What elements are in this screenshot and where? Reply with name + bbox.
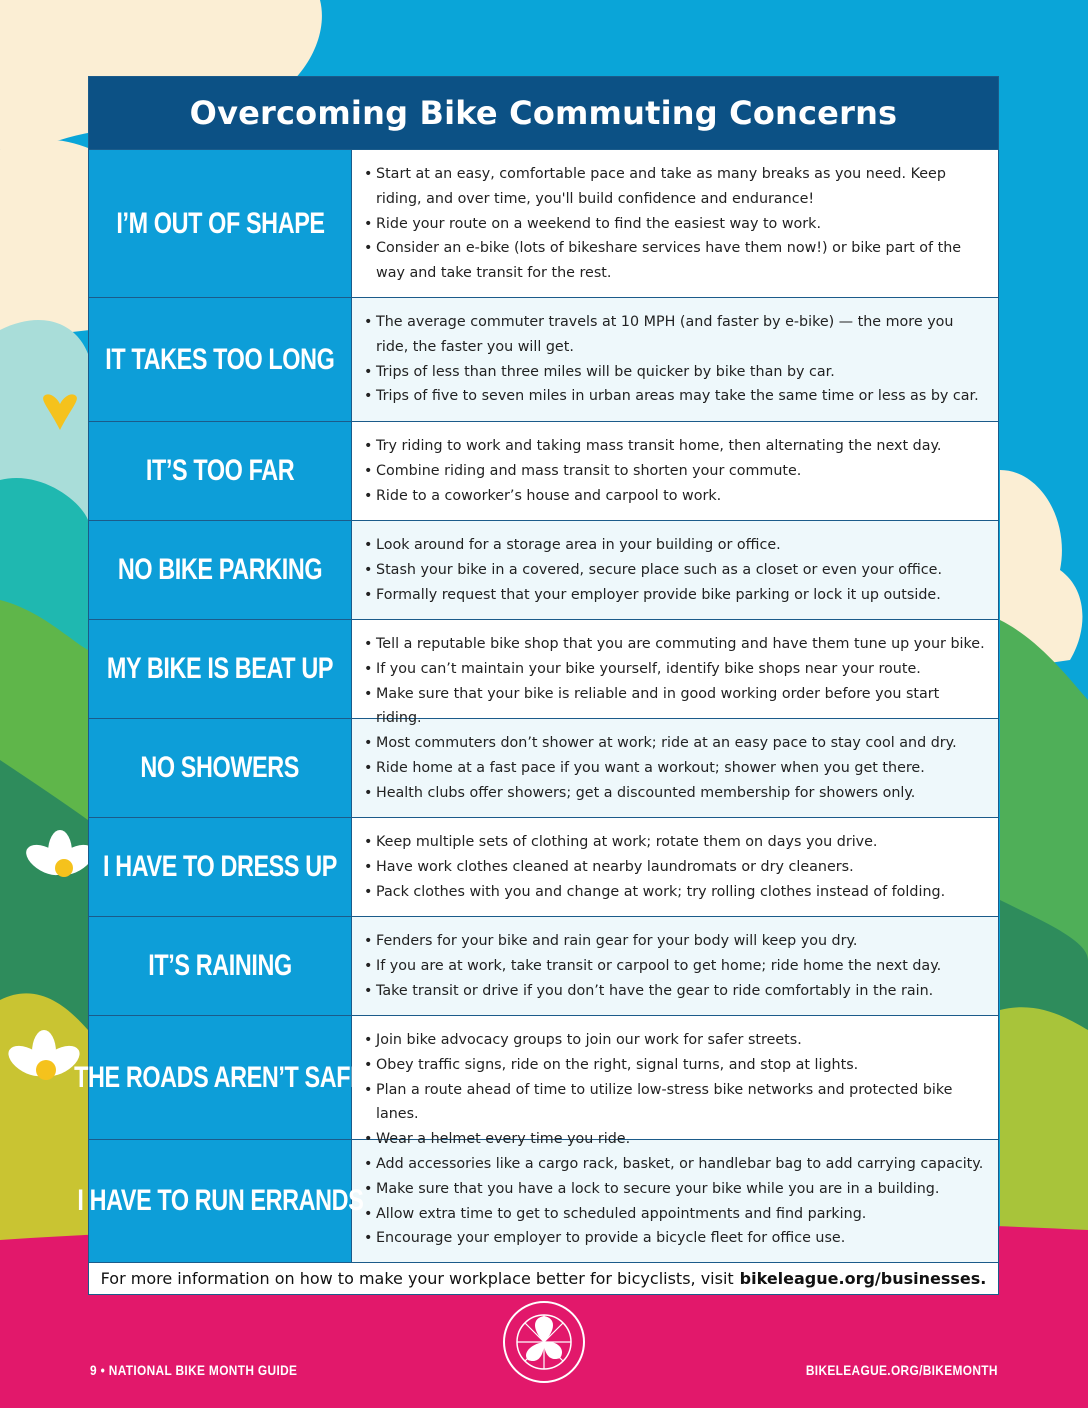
tip-item: • Have work clothes cleaned at nearby laundromats or dry cleaners.	[364, 855, 988, 880]
tip-item: • Trips of five to seven miles in urban areas may take the same time or less as by car.	[364, 384, 988, 409]
tips-list	[352, 521, 998, 619]
tips-list	[352, 150, 998, 297]
tip-item: • Wear a helmet every time you ride.	[364, 1127, 988, 1152]
table-row	[74, 1015, 998, 1148]
concern-label: IT’S TOO FAR	[89, 422, 352, 520]
table-row	[89, 421, 998, 520]
table-row	[89, 718, 998, 817]
tips-list	[352, 298, 998, 421]
tips-list	[352, 1016, 998, 1148]
tip-item: • Ride to a coworker’s house and carpool to work.	[364, 484, 988, 509]
tip-item: • Look around for a storage area in your building or office.	[364, 533, 988, 558]
table-row	[89, 149, 998, 297]
tip-item: • Most commuters don’t shower at work; ride at an easy pace to stay cool and dry.	[364, 731, 988, 756]
concern-label: I HAVE TO RUN ERRANDS	[89, 1140, 352, 1262]
tip-item: • Try riding to work and taking mass transit home, then alternating the next day.	[364, 434, 988, 459]
tip-item: • Formally request that your employer provide bike parking or lock it up outside.	[364, 583, 988, 608]
tip-item: • Make sure that your bike is reliable and in good working order before you start riding.	[364, 682, 988, 732]
tip-item: • If you are at work, take transit or carpool to get home; ride home the next day.	[364, 954, 988, 979]
table-row	[89, 297, 998, 421]
league-seal-logo	[502, 1300, 586, 1384]
tips-list	[352, 917, 998, 1015]
tip-item: • Add accessories like a cargo rack, basket, or handlebar bag to add carrying capacity.	[364, 1152, 988, 1177]
concern-label: NO SHOWERS	[89, 719, 352, 817]
tip-item: • Join bike advocacy groups to join our work for safer streets.	[364, 1028, 988, 1053]
tip-item: • The average commuter travels at 10 MPH (and faster by e-bike) — the more you ride, the faster you will get.	[364, 310, 988, 360]
tip-item: • Take transit or drive if you don’t have the gear to ride comfortably in the rain.	[364, 979, 988, 1004]
tip-item: • Pack clothes with you and change at work; try rolling clothes instead of folding.	[364, 880, 988, 905]
tips-list	[352, 719, 998, 817]
more-info-note	[89, 1262, 998, 1294]
concern-label: I’M OUT OF SHAPE	[89, 150, 352, 297]
tip-item: • Health clubs offer showers; get a discounted membership for showers only.	[364, 781, 988, 806]
tips-list	[352, 1140, 998, 1262]
table-row	[76, 1139, 998, 1262]
page-footer-right[interactable]: BIKELEAGUE.ORG/BIKEMONTH	[806, 1362, 998, 1378]
concern-label: THE ROADS AREN’T SAFE	[89, 1016, 352, 1139]
tip-item: • Ride your route on a weekend to find the easiest way to work.	[364, 212, 988, 237]
tip-item: • Tell a reputable bike shop that you are commuting and have them tune up your bike.	[364, 632, 988, 657]
tip-item: • Start at an easy, comfortable pace and take as many breaks as you need. Keep riding, and over time, you'll build confidence and endurance!	[364, 162, 988, 212]
concern-label: MY BIKE IS BEAT UP	[89, 620, 352, 718]
tip-item: • Consider an e-bike (lots of bikeshare services have them now!) or bike part of the way and take transit for the rest.	[364, 236, 988, 286]
more-info-text: For more information on how to make your workplace better for bicyclists, visit	[100, 1269, 734, 1288]
tip-item: • Trips of less than three miles will be quicker by bike than by car.	[364, 360, 988, 385]
table-row	[89, 817, 998, 916]
tip-item: • Combine riding and mass transit to shorten your commute.	[364, 459, 988, 484]
tip-item: • Stash your bike in a covered, secure place such as a closet or even your office.	[364, 558, 988, 583]
tip-item: • Fenders for your bike and rain gear for your body will keep you dry.	[364, 929, 988, 954]
tip-item: • If you can’t maintain your bike yourself, identify bike shops near your route.	[364, 657, 988, 682]
more-info-link[interactable]: bikeleague.org/businesses.	[739, 1269, 987, 1288]
table-title: Overcoming Bike Commuting Concerns	[89, 77, 998, 149]
concern-label: IT’S RAINING	[89, 917, 352, 1015]
tip-item: • Allow extra time to get to scheduled appointments and find parking.	[364, 1202, 988, 1227]
tips-list	[352, 818, 998, 916]
tips-list	[352, 422, 998, 520]
concerns-table	[74, 76, 999, 1295]
tip-item: • Ride home at a fast pace if you want a workout; shower when you get there.	[364, 756, 988, 781]
table-row	[89, 916, 998, 1015]
concern-label: IT TAKES TOO LONG	[89, 298, 352, 421]
tip-item: • Obey traffic signs, ride on the right, signal turns, and stop at lights.	[364, 1053, 988, 1078]
concern-label: I HAVE TO DRESS UP	[89, 818, 352, 916]
tips-list	[352, 620, 998, 727]
page-footer-left: 9 • NATIONAL BIKE MONTH GUIDE	[90, 1362, 298, 1378]
concern-label: NO BIKE PARKING	[89, 521, 352, 619]
tip-item: • Plan a route ahead of time to utilize low-stress bike networks and protected bike lanes.	[364, 1078, 988, 1128]
tip-item: • Make sure that you have a lock to secure your bike while you are in a building.	[364, 1177, 988, 1202]
meadow-right	[1000, 1007, 1088, 1260]
tip-item: • Encourage your employer to provide a bicycle fleet for office use.	[364, 1226, 988, 1251]
table-row	[89, 520, 998, 619]
table-row	[89, 619, 998, 727]
tip-item: • Keep multiple sets of clothing at work; rotate them on days you drive.	[364, 830, 988, 855]
